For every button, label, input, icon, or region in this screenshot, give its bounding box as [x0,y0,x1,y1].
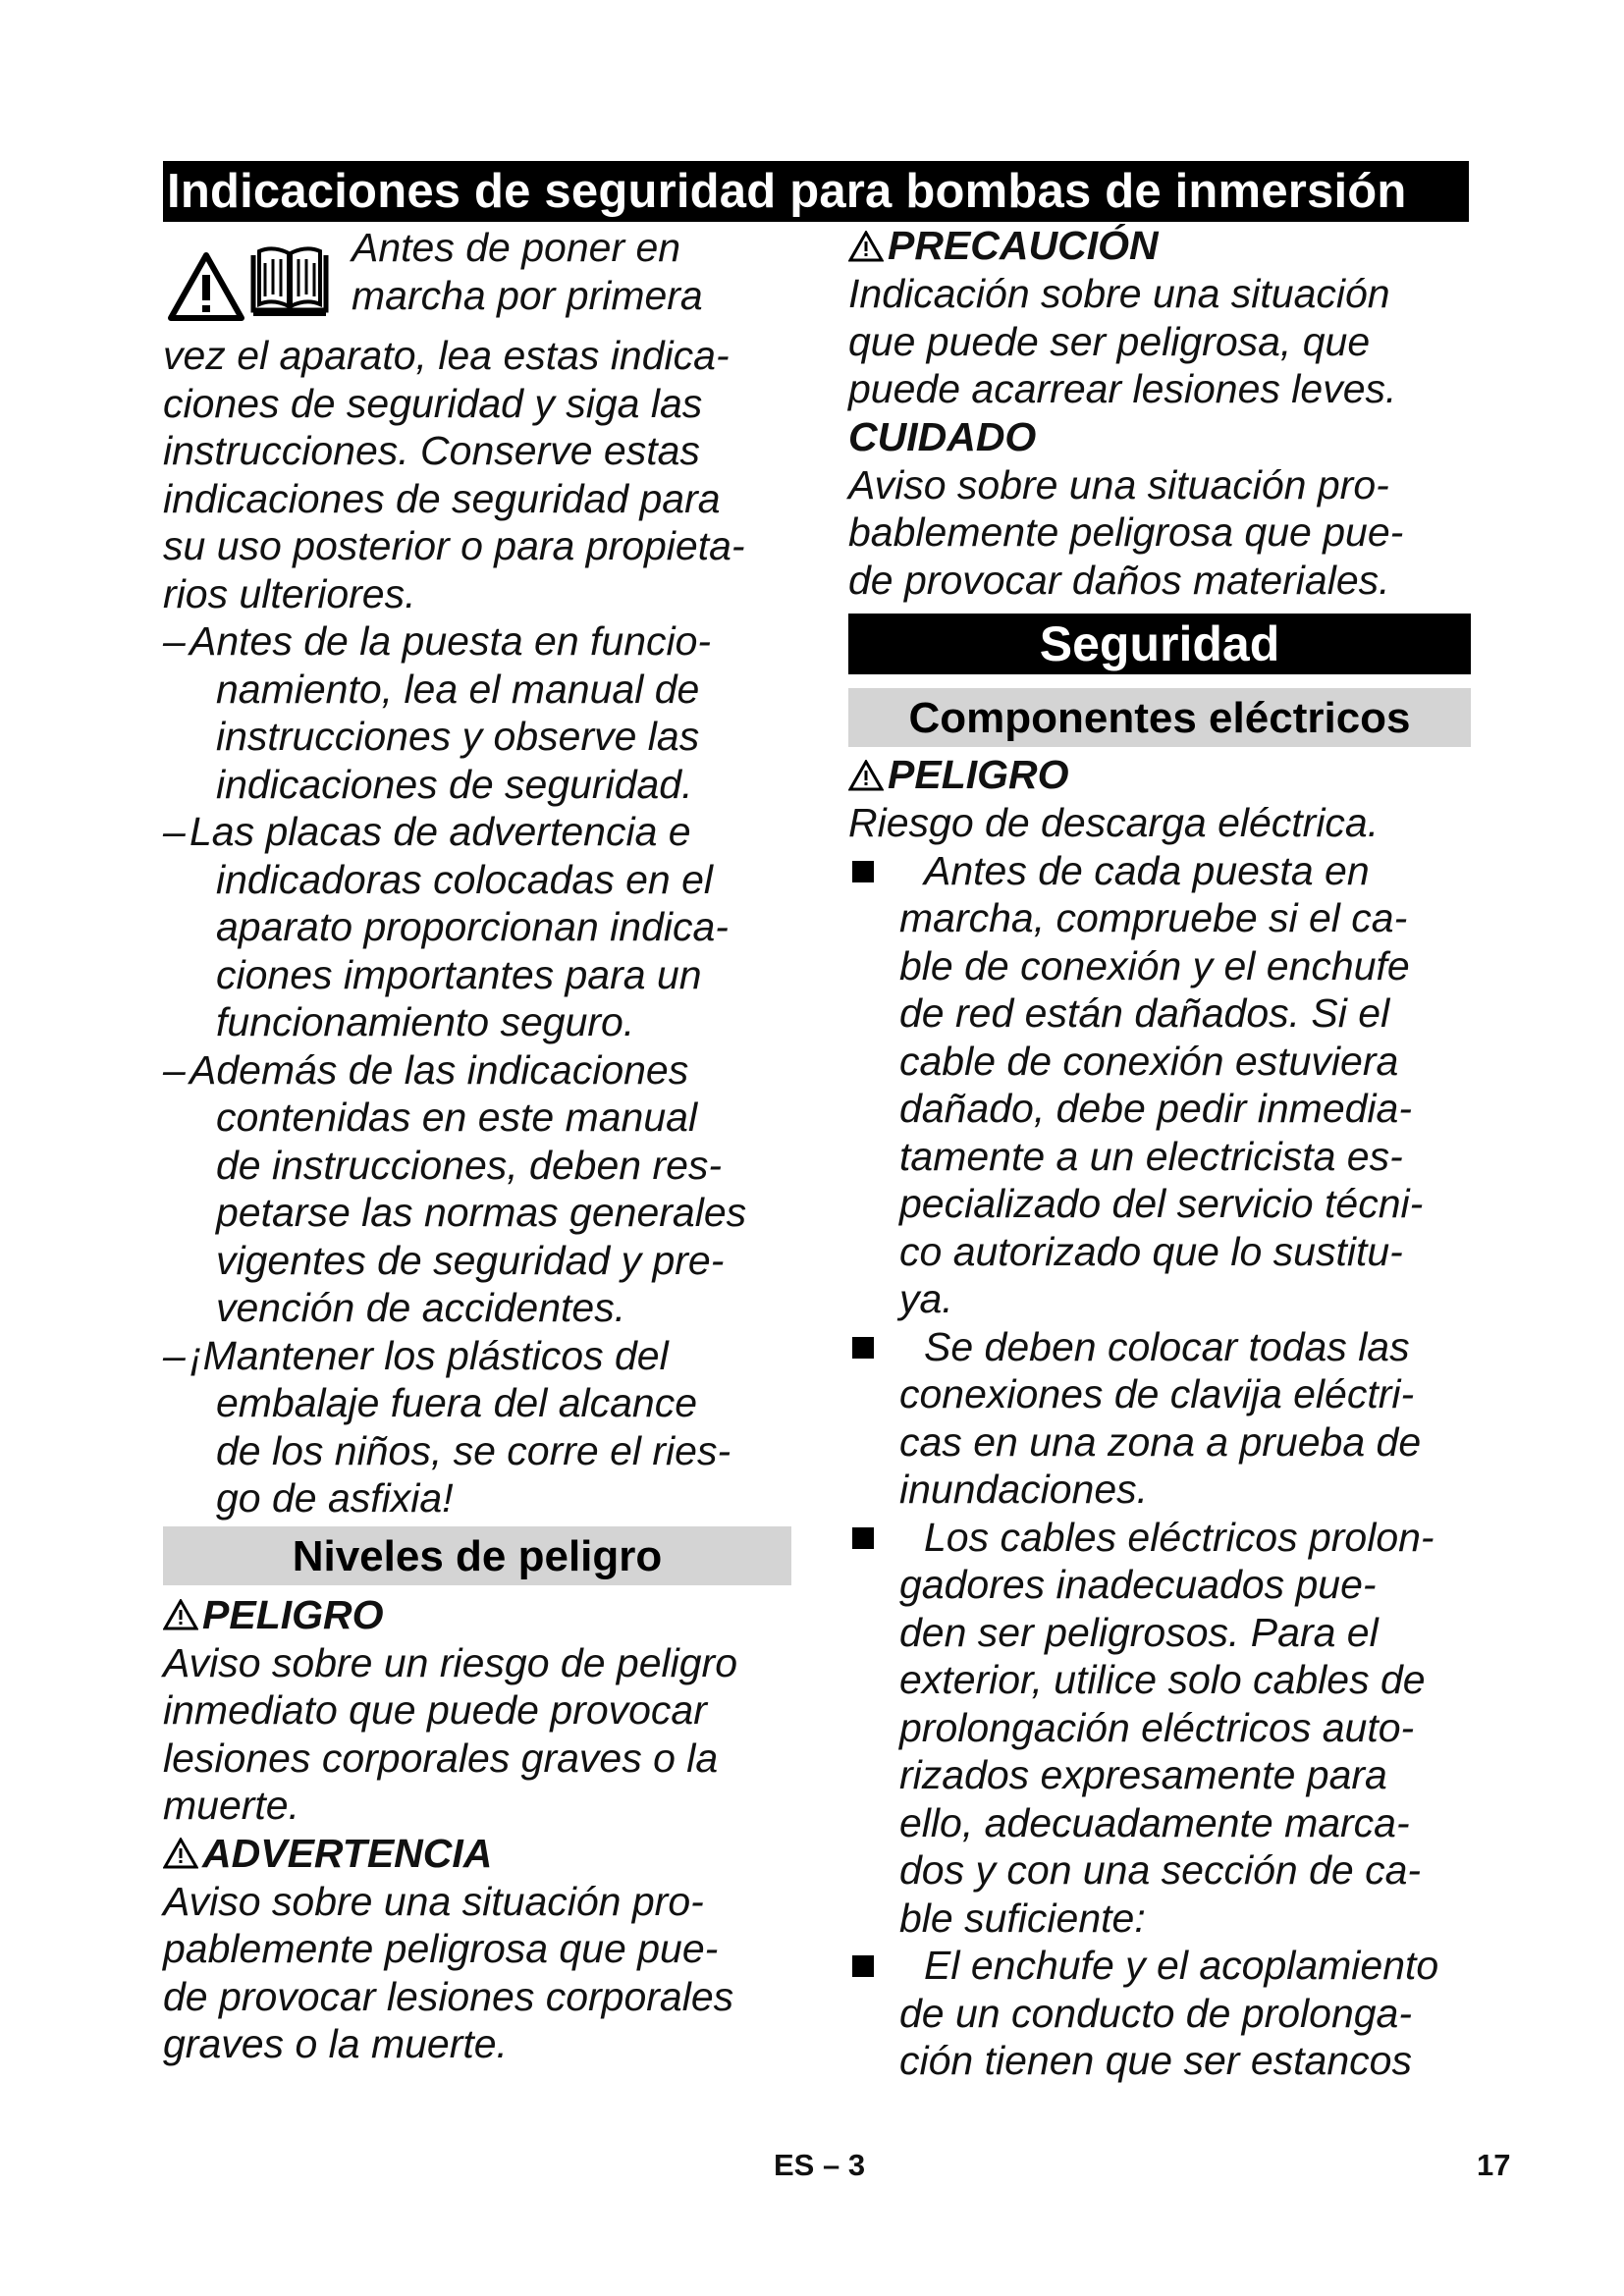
list-line: exterior, utilice solo cables de [899,1657,1426,1702]
intro-line: Antes de poner en [352,225,681,270]
paragraph-line: puede acarrear lesiones leves. [848,366,1397,411]
paragraph-line: inmediato que puede provocar [163,1687,707,1733]
list-line: conexiones de clavija eléctri- [899,1371,1415,1416]
warning-triangle-icon [163,1599,198,1630]
list-line: indicadoras colocadas en el [216,856,713,902]
intro-line: marcha por primera [352,272,703,318]
list-line: co autorizado que lo sustitu- [899,1228,1403,1274]
right-column [848,222,1487,2085]
paragraph-line: lesiones corporales graves o la [163,1735,719,1781]
footer-page-number: 17 [1477,2148,1511,2182]
list-line: gadores inadecuados pue- [899,1562,1377,1607]
manual-book-icon [249,243,330,322]
list-line: Antes de cada puesta en [924,847,1370,893]
intro-icons [163,238,348,332]
list-line: instrucciones y observe las [216,714,700,759]
list-line: ble suficiente: [899,1895,1146,1941]
signal-word-cuidado [848,413,1487,461]
footer-section-label: ES – 3 [774,2148,866,2182]
signal-label: CUIDADO [848,413,1037,459]
list-line: El enchufe y el acoplamiento [924,1943,1439,1988]
dash-marker: – [163,809,186,854]
list-line: vención de accidentes. [216,1285,626,1330]
list-line: aparato proporcionan indica- [216,904,729,949]
list-line: ya. [899,1276,953,1321]
signal-word-peligro [848,751,1487,799]
list-line: Los cables eléctricos prolon- [924,1514,1435,1560]
list-line: de red están dañados. Si el [899,990,1390,1036]
list-item [163,1332,791,1522]
paragraph-line: Aviso sobre un riesgo de peligro [163,1639,737,1685]
list-line: funcionamiento seguro. [216,999,635,1044]
paragraph-line: de provocar daños materiales. [848,557,1390,603]
signal-label: ADVERTENCIA [202,1830,493,1876]
list-line: cable de conexión estuviera [899,1038,1399,1084]
warning-triangle-icon [848,760,884,791]
dash-marker: – [163,1332,186,1378]
list-line: vigentes de seguridad y pre- [216,1237,725,1283]
paragraph-line: graves o la muerte. [163,2021,508,2066]
subsection-heading-componentes: Componentes eléctricos [848,688,1471,747]
intro-block [163,224,791,617]
section-heading-seguridad: Seguridad [848,614,1471,674]
list-item [163,1046,791,1332]
list-line: ¡Mantener los plásticos del [189,1332,669,1378]
paragraph-line: que puede ser peligrosa, que [848,318,1371,364]
list-line: Antes de la puesta en funcio- [189,618,712,664]
list-line: tamente a un electricista es- [899,1133,1403,1179]
list-line: den ser peligrosos. Para el [899,1609,1379,1655]
paragraph-line: Riesgo de descarga eléctrica. [848,800,1380,845]
dash-marker: – [163,1046,186,1093]
signal-label: PELIGRO [888,752,1069,797]
list-line: contenidas en este manual [216,1095,698,1140]
list-line: namiento, lea el manual de [216,666,700,712]
list-item [848,1514,1487,1943]
list-line: dañado, debe pedir inmedia- [899,1086,1412,1131]
list-line: de instrucciones, deben res- [216,1142,723,1188]
paragraph-line: bablemente peligrosa que pue- [848,509,1404,555]
list-item [163,808,791,1046]
paragraph-line: Aviso sobre una situación pro- [163,1878,704,1924]
list-line: cas en una zona a prueba de [899,1418,1422,1465]
bullet-square-icon [852,1527,874,1549]
list-line: dos y con una sección de ca- [899,1847,1422,1893]
warning-triangle-icon [163,1838,198,1869]
list-item [848,1323,1487,1514]
intro-line: rios ulteriores. [163,570,416,616]
bullet-square-icon [852,861,874,882]
intro-line: vez el aparato, lea estas indica- [163,333,730,378]
list-line: go de asfixia! [216,1475,454,1521]
list-line: de los niños, se corre el ries- [216,1427,731,1473]
dash-marker: – [163,618,186,664]
paragraph-line: Aviso sobre una situación pro- [848,461,1389,507]
paragraph-line: muerte. [163,1783,299,1828]
signal-word-advertencia [163,1830,791,1878]
list-line: Las placas de advertencia e [189,809,691,854]
list-item [848,847,1487,1323]
list-line: pecializado del servicio técni- [899,1181,1424,1226]
section-heading-niveles: Niveles de peligro [163,1526,791,1585]
paragraph-line: pablemente peligrosa que pue- [163,1926,719,1971]
list-line: Se deben colocar todas las [924,1323,1410,1369]
list-line: ello, adecuadamente marca- [899,1799,1410,1845]
bullet-square-icon [852,1955,874,1977]
warning-triangle-icon [167,251,245,322]
signal-label: PRECAUCIÓN [888,223,1159,268]
intro-line: indicaciones de seguridad para [163,475,721,521]
list-line: prolongación eléctricos auto- [899,1704,1415,1750]
list-line: marcha, compruebe si el ca- [899,895,1408,940]
list-item [848,1942,1487,2085]
list-line: ción tienen que ser estancos [899,2038,1412,2083]
paragraph-line: Indicación sobre una situación [848,271,1390,316]
warning-triangle-icon [848,231,884,262]
list-line: embalaje fuera del alcance [216,1380,698,1425]
list-line: ble de conexión y el enchufe [899,942,1410,988]
bullet-square-icon [852,1337,874,1359]
list-line: de un conducto de prolonga- [899,1990,1413,2036]
list-line: inundaciones. [899,1467,1149,1512]
list-line: rizados expresamente para [899,1752,1387,1797]
list-line: ciones importantes para un [216,951,702,997]
left-column [163,224,791,2068]
signal-label: PELIGRO [202,1591,384,1637]
signal-word-precaucion [848,222,1487,270]
intro-line: instrucciones. Conserve estas [163,428,700,473]
page-title: Indicaciones de seguridad para bombas de inmersión [163,161,1469,222]
list-item [163,617,791,808]
list-line: petarse las normas generales [216,1190,747,1235]
list-line: indicaciones de seguridad. [216,761,693,807]
intro-line: ciones de seguridad y siga las [163,380,703,426]
signal-word-peligro [163,1591,791,1639]
paragraph-line: de provocar lesiones corporales [163,1973,734,2019]
intro-line: su uso posterior o para propieta- [163,523,745,568]
list-line: Además de las indicaciones [189,1046,689,1093]
